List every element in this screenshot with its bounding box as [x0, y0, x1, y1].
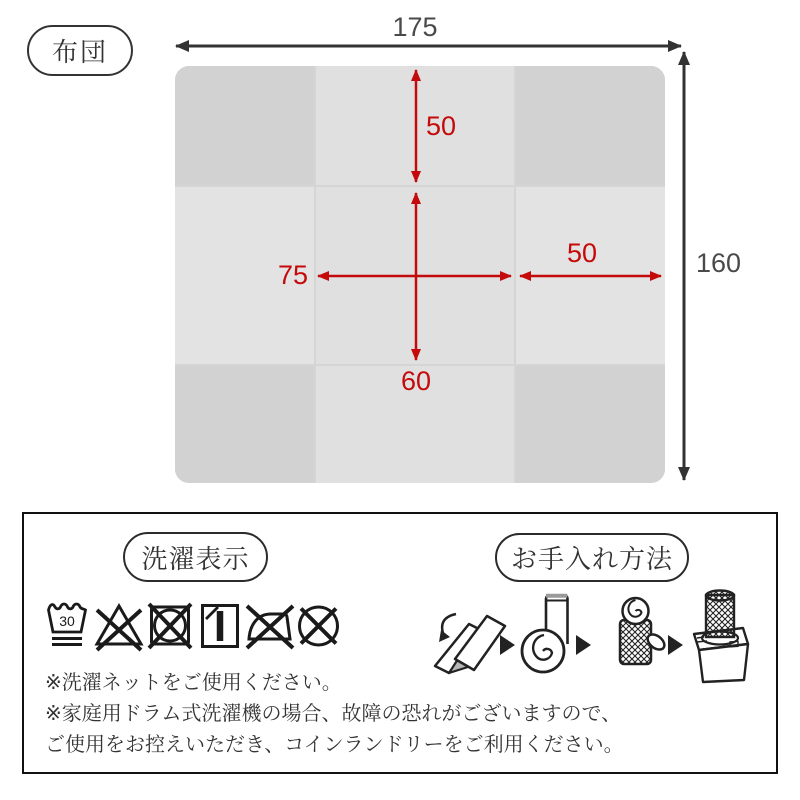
dimension-label-width: 175 — [392, 12, 438, 42]
care-note-line: ※洗濯ネットをご使用ください。 — [45, 672, 342, 694]
care-method-title: お手入れ方法 — [510, 544, 673, 574]
futon-cell — [516, 66, 665, 185]
care-note-line: ※家庭用ドラム式洗濯機の場合、故障の恐れがございますので、 — [45, 703, 622, 725]
futon-cell — [175, 366, 314, 483]
wash-label-pill — [123, 532, 268, 582]
futon-cell — [175, 66, 314, 185]
do-not-dry-clean-icon — [295, 598, 342, 654]
futon-cell — [516, 187, 665, 364]
secure-roll-with-net-icon — [611, 596, 667, 672]
dimension-label-center-width: 75 — [277, 260, 308, 290]
do-not-bleach-icon — [94, 598, 144, 654]
dimension-label-center-height: 60 — [400, 366, 432, 396]
futon-cell — [516, 366, 665, 483]
futon-diagram — [175, 66, 665, 483]
care-note-line: ご使用をお控えいただき、コインランドリーをご利用ください。 — [45, 734, 624, 756]
dimension-label-right-segment: 50 — [566, 238, 598, 268]
do-not-tumble-dry-icon — [147, 598, 193, 654]
do-not-iron-icon — [245, 598, 295, 654]
step-arrow-icon — [500, 635, 515, 655]
care-box — [22, 512, 778, 774]
wash-temperature-label: 30 — [59, 613, 75, 629]
step-arrow-icon — [576, 635, 591, 655]
futon-cell — [316, 66, 514, 185]
care-notes — [45, 668, 765, 761]
step-arrow-icon — [668, 635, 683, 655]
line-dry-in-shade-icon — [199, 598, 241, 654]
futon-cell — [316, 187, 514, 364]
dimension-label-height: 160 — [696, 248, 742, 278]
futon-tag-pill — [27, 25, 133, 76]
futon-tag-label: 布団 — [51, 37, 108, 67]
dimension-label-top-segment: 50 — [426, 111, 457, 141]
care-method-pill — [495, 533, 689, 582]
fold-futon-icon — [431, 604, 507, 676]
wash-30-gentle-icon — [46, 598, 88, 654]
roll-futon-icon — [517, 592, 574, 676]
wash-label-title: 洗濯表示 — [141, 543, 250, 574]
